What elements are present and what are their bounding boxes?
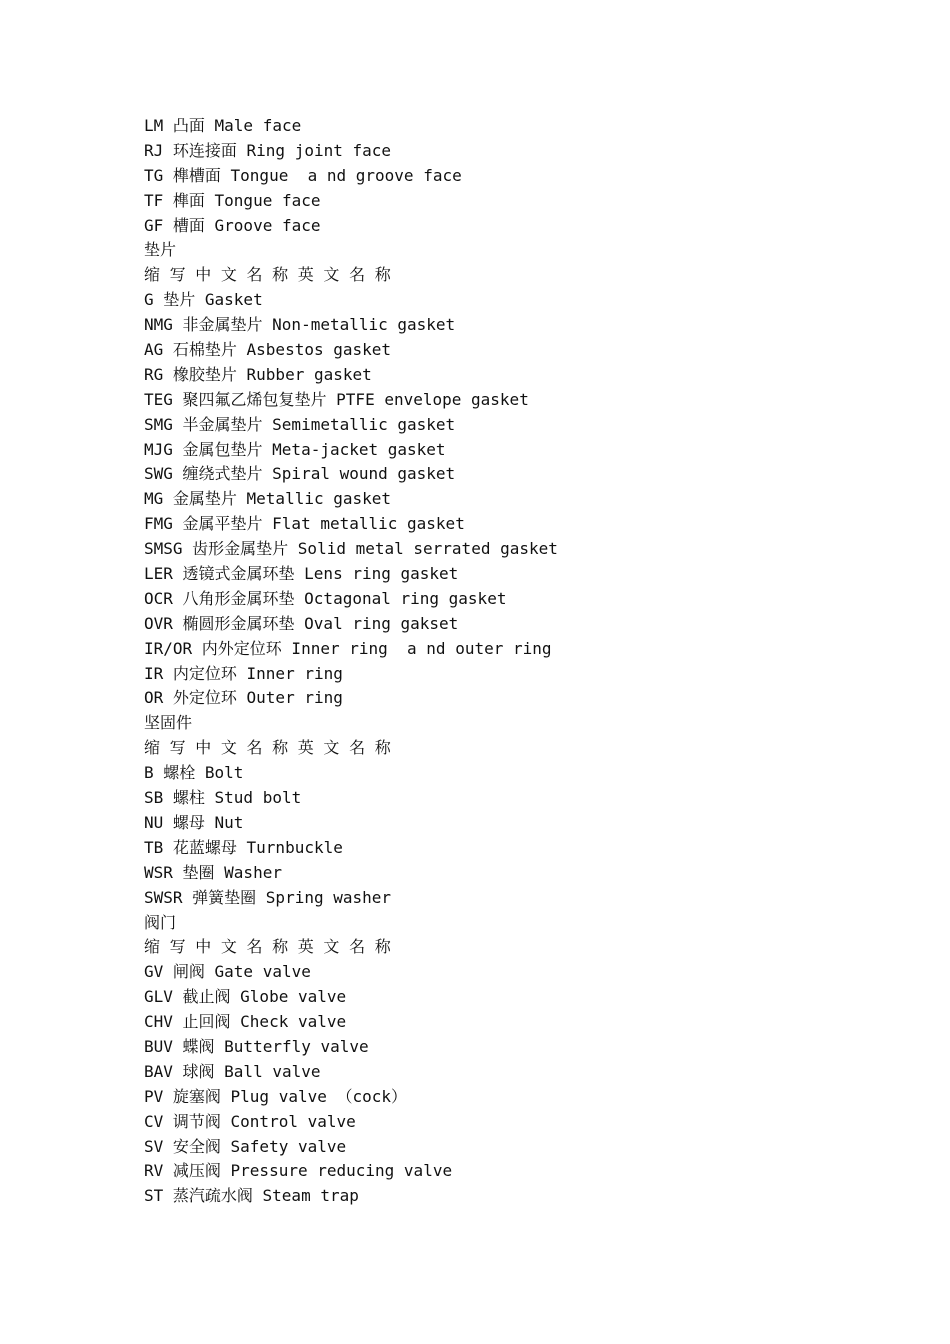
table-header: 缩 写 中 文 名 称 英 文 名 称 [144,738,391,758]
text-line: SMSG 齿形金属垫片 Solid metal serrated gasket [144,539,558,559]
text-line: IR 内定位环 Inner ring [144,663,343,683]
document-page [144,114,924,1209]
text-line: AG 石棉垫片 Asbestos gasket [144,340,392,360]
text-line: TF 榫面 Tongue face [144,190,321,210]
text-line: BUV 蝶阀 Butterfly valve [144,1036,369,1056]
text-line: TB 花蓝螺母 Turnbuckle [144,837,343,857]
text-line: SWSR 弹簧垫圈 Spring washer [144,887,392,907]
text-line: RV 减压阀 Pressure reducing valve [144,1161,453,1181]
text-line: TEG 聚四氟乙烯包复垫片 PTFE envelope gasket [144,389,529,409]
text-line: SB 螺柱 Stud bolt [144,788,302,808]
text-line: FMG 金属平垫片 Flat metallic gasket [144,514,465,534]
text-line: G 垫片 Gasket [144,290,263,310]
text-line: PV 旋塞阀 Plug valve （cock） [144,1086,408,1106]
text-line: GLV 截止阀 Globe valve [144,987,347,1007]
text-line: GF 槽面 Groove face [144,215,321,235]
table-header: 缩 写 中 文 名 称 英 文 名 称 [144,937,391,957]
text-line: GV 闸阀 Gate valve [144,962,311,982]
text-line: RJ 环连接面 Ring joint face [144,140,392,160]
text-line: RG 橡胶垫片 Rubber gasket [144,364,372,384]
text-line: OVR 椭圆形金属环垫 Oval ring gakset [144,613,459,633]
section-heading: 垫片 [144,240,177,260]
section-heading: 阀门 [144,912,177,932]
text-line: SV 安全阀 Safety valve [144,1136,347,1156]
text-line: ST 蒸汽疏水阀 Steam trap [144,1186,359,1206]
text-line: BAV 球阀 Ball valve [144,1061,321,1081]
text-line: LM 凸面 Male face [144,116,302,135]
text-line: LER 透镜式金属环垫 Lens ring gasket [144,564,459,584]
text-line: SWG 缠绕式垫片 Spiral wound gasket [144,464,456,484]
text-line: MG 金属垫片 Metallic gasket [144,489,392,509]
text-line: SMG 半金属垫片 Semimetallic gasket [144,414,456,434]
text-line: CV 调节阀 Control valve [144,1111,356,1131]
text-line: OR 外定位环 Outer ring [144,688,343,708]
text-line: IR/OR 内外定位环 Inner ring a nd outer ring [144,638,552,658]
text-line: TG 榫槽面 Tongue a nd groove face [144,165,462,185]
text-line: B 螺栓 Bolt [144,763,244,783]
table-header: 缩 写 中 文 名 称 英 文 名 称 [144,265,391,285]
text-line: CHV 止回阀 Check valve [144,1012,347,1032]
section-heading: 坚固件 [144,713,193,733]
text-line: NMG 非金属垫片 Non-metallic gasket [144,315,456,335]
text-line: WSR 垫圈 Washer [144,862,282,882]
text-line: NU 螺母 Nut [144,812,244,832]
text-line: OCR 八角形金属环垫 Octagonal ring gasket [144,588,507,608]
text-line: MJG 金属包垫片 Meta-jacket gasket [144,439,446,459]
